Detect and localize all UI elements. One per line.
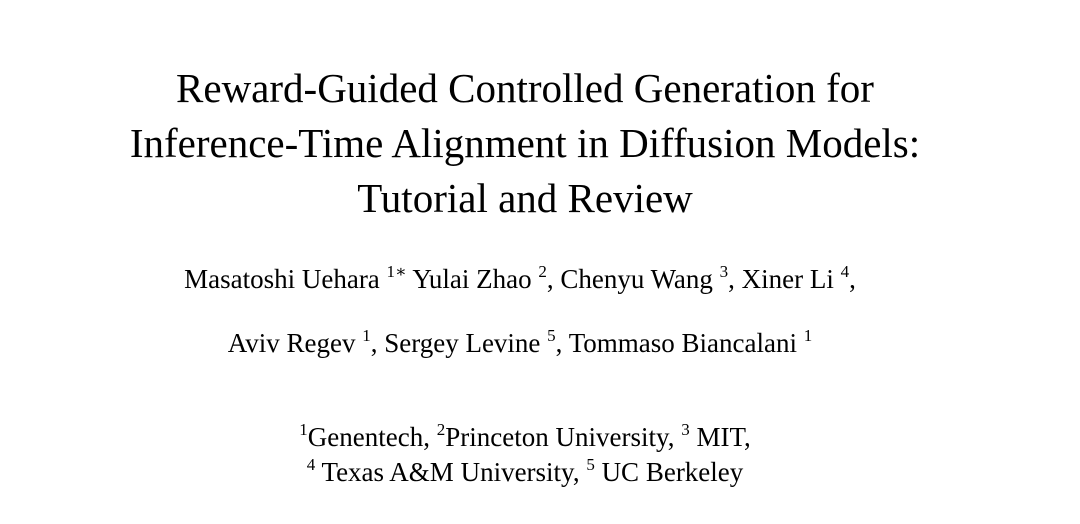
author-affiliation-mark: 1∗ bbox=[386, 262, 407, 281]
affiliation-name: UC Berkeley bbox=[594, 457, 744, 487]
affiliation-mark: 5 bbox=[586, 455, 595, 474]
author-name: Aviv Regev bbox=[227, 328, 356, 358]
paper-title-line-2: Inference-Time Alignment in Diffusion Models: bbox=[129, 120, 921, 166]
author-name: Xiner Li bbox=[741, 264, 834, 294]
author-line-2 bbox=[0, 326, 1040, 360]
author-name: Masatoshi Uehara bbox=[184, 264, 380, 294]
author-affiliation-mark: 4 bbox=[840, 262, 850, 281]
affiliation-name: MIT bbox=[689, 422, 744, 452]
affiliation-name: Texas A&M University bbox=[315, 457, 573, 487]
affiliation-line-2 bbox=[0, 455, 1050, 489]
affiliation-name: Princeton University bbox=[445, 422, 668, 452]
affiliation-name: Genentech bbox=[307, 422, 424, 452]
author-affiliation-mark: 2 bbox=[538, 262, 547, 281]
affiliation-mark: 4 bbox=[306, 455, 316, 474]
affiliation-separator: , bbox=[572, 457, 587, 487]
paper-title-line-3: Tutorial and Review bbox=[357, 175, 693, 221]
author-name: Tommaso Biancalani bbox=[568, 328, 797, 358]
author-separator: , bbox=[546, 264, 561, 294]
author-separator: , bbox=[370, 328, 385, 358]
author-name: Chenyu Wang bbox=[560, 264, 713, 294]
affiliation-separator: , bbox=[423, 422, 437, 452]
affiliation-mark: 1 bbox=[299, 420, 308, 439]
author-name: Yulai Zhao bbox=[412, 264, 532, 294]
author-line-1 bbox=[0, 262, 1040, 296]
affiliation-mark: 2 bbox=[436, 420, 446, 439]
author-separator: , bbox=[555, 328, 569, 358]
affiliation-mark: 3 bbox=[681, 420, 690, 439]
author-separator: , bbox=[849, 264, 856, 294]
affiliation-separator: , bbox=[743, 422, 751, 452]
author-affiliation-mark: 1 bbox=[803, 326, 813, 345]
author-affiliation-mark: 3 bbox=[719, 262, 729, 281]
affiliation-separator: , bbox=[667, 422, 682, 452]
author-affiliation-mark: 1 bbox=[362, 326, 371, 345]
author-affiliation-mark: 5 bbox=[547, 326, 556, 345]
author-separator: , bbox=[728, 264, 742, 294]
paper-title-line-1: Reward-Guided Controlled Generation for bbox=[176, 65, 874, 111]
affiliation-line-1 bbox=[0, 420, 1050, 454]
author-name: Sergey Levine bbox=[384, 328, 541, 358]
